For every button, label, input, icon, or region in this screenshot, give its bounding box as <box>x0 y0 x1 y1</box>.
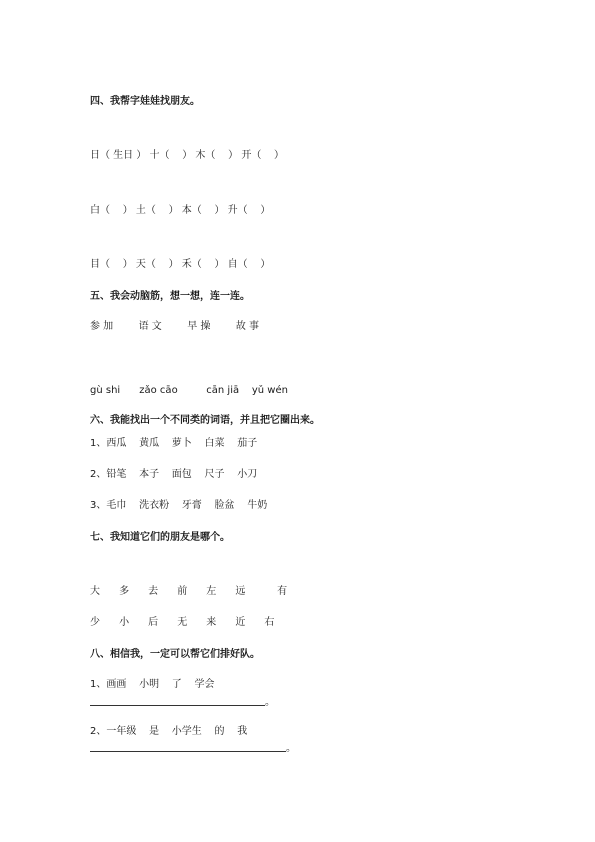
list-item: 3、毛巾 洗衣粉 牙膏 脸盆 牛奶 <box>90 500 268 511</box>
section-7-heading: 七、我知道它们的朋友是哪个。 <box>90 532 230 543</box>
answer-blank[interactable] <box>90 751 286 752</box>
list-item: 2、一年级 是 小学生 的 我 <box>90 726 248 737</box>
section-6-heading: 六、我能找出一个不同类的词语，并且把它圈出来。 <box>90 415 320 426</box>
exercise-row: 日（ 生日 ） 十（ ） 木（ ） 开（ ） <box>90 150 285 161</box>
words-row: 参 加 语 文 早 操 故 事 <box>90 321 260 332</box>
exercise-row: 目（ ） 天（ ） 禾（ ） 自（ ） <box>90 259 271 270</box>
list-item: 1、画画 小明 了 学会 <box>90 679 215 690</box>
section-5-heading: 五、我会动脑筋，想一想，连一连。 <box>90 291 250 302</box>
list-item: 1、西瓜 黄瓜 萝卜 白菜 茄子 <box>90 438 258 449</box>
sentence-end: 。 <box>265 697 275 708</box>
answer-blank[interactable] <box>90 705 265 706</box>
section-4-heading: 四、我帮字娃娃找朋友。 <box>90 96 200 107</box>
sentence-end: 。 <box>286 743 296 754</box>
exercise-row: 白（ ） 土（ ） 本（ ） 升（ ） <box>90 205 271 216</box>
antonym-row-2: 少 小 后 无 来 近 右 <box>90 617 275 628</box>
list-item: 2、铅笔 本子 面包 尺子 小刀 <box>90 469 258 480</box>
pinyin-row: gù shi zǎo cāo cān jiā yǔ wén <box>90 385 288 396</box>
antonym-row-1: 大 多 去 前 左 远 有 <box>90 586 288 597</box>
section-8-heading: 八、相信我，一定可以帮它们排好队。 <box>90 649 260 660</box>
